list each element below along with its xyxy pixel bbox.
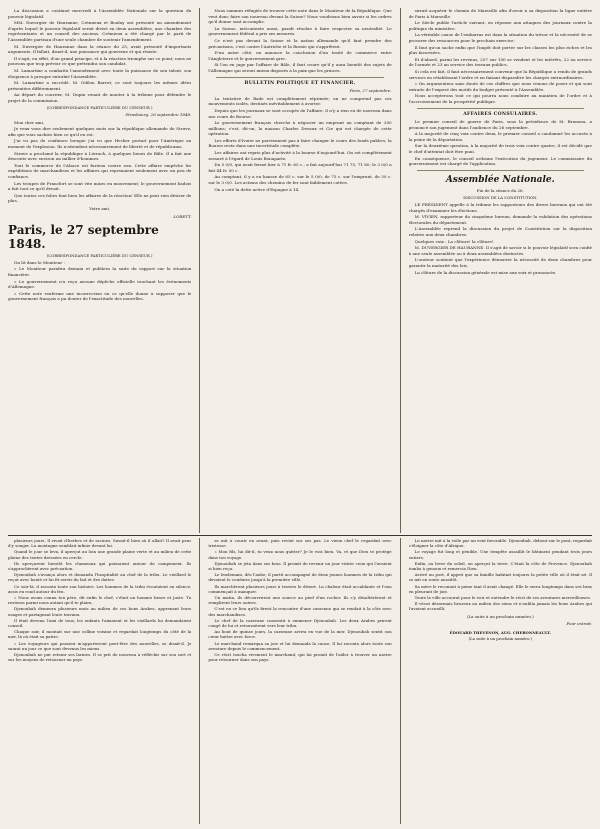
paragraph: Arrivé au port, il apprit que sa famille habitait toujours la petite ville où il était né. Il se mit en route aussitôt.: [408, 572, 592, 583]
column-1: [8, 8, 191, 533]
letter-place: Strasbourg, 26 septembre 1848.: [125, 112, 192, 118]
paragraph: Je veux vous dire seulement quelques mots sur la république allemande de Struve, afin que vous sachiez bien ce qu'il en est.: [8, 126, 192, 137]
paragraph: J'ai vu pas de confiance lorsque j'ai vu que Hecker portait pour l'Amérique au moment de l'explosion. Ils n'attendent nécessairement de liberté et de républicains.: [8, 138, 192, 150]
paragraph: Il faut qu'on sache enfin que l'impôt doit porter sur les classes les plus riches et les plus favorisées.: [408, 44, 592, 56]
paragraph: Les affaires ont repris plus d'activité à la bourse d'aujourd'hui. On est complètement rassuré à l'égard de Louis Bonaparte.: [208, 150, 392, 161]
paragraph: C'est en ce lieu qu'ils firent la rencontre d'une caravane qui se rendait à la côte avec des marchandises.: [208, 606, 392, 617]
assembly-title: Assemblée Nationale.: [445, 174, 555, 185]
dateline-headline: Paris, le 27 septembre 1848.: [8, 223, 159, 252]
paragraph: « Les voyageurs qui passent m'apporteront peut-être des nouvelles, se disait-il. Je saurai un jour ce que sont devenus les miens.: [8, 640, 192, 651]
feuilleton-rule: [8, 535, 592, 536]
paragraph: Nous accepterons tout ce qui pourra nous conduire au maintien de l'ordre et à l'accroissement de la prospérité publique.: [408, 93, 592, 104]
paragraph: Le lendemain, dès l'aube, il partit accompagné de deux jeunes hommes de la tribu qui devaient le conduire jusqu'à la première ville.: [208, 572, 392, 583]
paragraph: Un matin, ils découvrirent une source au pied d'un rocher. Ils s'y désaltérèrent et remplirent leurs outres.: [208, 595, 392, 606]
paragraph: La discussion a continué mercredi à l'Assemblée Nationale sur la question du pouvoir législatif.: [8, 8, 192, 19]
section-separator: [216, 77, 383, 78]
feuilleton-columns: [8, 538, 592, 824]
paragraph: « Mon fils, lui dit-il, tu veux nous quitter? Je le vois bien. Va, et que Dieu te protège dans ton voyage.: [208, 549, 392, 560]
continuation-note: (La suite à un prochain numéro.): [466, 613, 534, 619]
paragraph: « On argumentera sans doute de ces chiffres que nous venons de poser et qui sont extraits de l'exposé des motifs du budget présenté à l'Assemblée.: [408, 81, 592, 92]
paragraph: Au bout de quinze jours, la caravane arriva en vue de la mer. Djenoubah sentit son cœur battre avec force.: [208, 629, 392, 640]
paragraph: Si cela est fait, il faut nécessairement convenir que la République a rendu de grands services en rétablissant l'ordre et en faisant disparaître les charges extraordinaires.: [408, 68, 592, 80]
upper-columns: [8, 8, 592, 533]
paragraph: La véritable cause de l'embarras est dans la situation du trésor et la nécessité de se procurer des ressources pour le prochain exercice.: [408, 32, 592, 43]
column-divider: [199, 538, 200, 824]
assembly-note: DISCUSSION DE LA CONSTITUTION.: [463, 195, 538, 201]
printer-note: (La suite à un prochain numéro.): [468, 636, 532, 642]
extract-signature: Pour extrait:: [566, 620, 592, 626]
paragraph: Les efforts d'Ivoire ne parviennent pas à faire changer le cours des fonds publics; la Bourse reste dans une incertitude complète.: [208, 137, 392, 149]
paragraph: Ce soir-là, il raconta toute son histoire. Les hommes de la tribu écoutaient en silence, assis en rond autour du feu.: [8, 583, 192, 594]
paragraph: Struve a proclamé la république à Lörrach, à quelques lieues de Bâle. Il a fait une descente avec environ un millier d'hommes.: [8, 150, 192, 162]
section-separator: [417, 108, 584, 109]
paragraph: Djenoubah demeura plusieurs mois au milieu de ces bons Arabes, apprenant leurs usages et partageant leurs travaux.: [8, 606, 192, 617]
paragraph: Que toutes ces folies font bien les affaires de la réaction! Elle ne peut rien désirer de plus.: [8, 192, 192, 204]
paragraph: Le navire mit à la voile par un vent favorable. Djenoubah, debout sur le pont, regardait s'éloigner la côte d'Afrique.: [408, 538, 592, 549]
affairs-heading: AFFAIRES CONSULAIRES.: [463, 111, 538, 117]
paragraph: En conséquence, le conseil ordonne l'exécution du jugement. Le commissaire du gouvernement est chargé de l'application.: [408, 155, 592, 167]
paragraph: Depuis que les journaux se sont occupés de l'affaire, il n'y a rien eu de nouveau dans nos cours de Bourse.: [208, 107, 392, 119]
letter-opening: Mon cher ami,: [14, 119, 45, 125]
paragraph: Tout le commerce de l'Alsace est furieux contre eux. Cette affaire empêche les expéditions de marchandises et les affaires qui reprenaient seulement avec un peu de confiance.: [8, 162, 192, 180]
paragraph: Sur la deuxième question, à la majorité de trois voix contre quatre, il est décidé que le chef d'attentat doit être puni.: [408, 143, 592, 155]
paragraph: LE PRÉSIDENT appelle à la tribune les rapporteurs des divers bureaux qui ont été chargés d'examiner les élections.: [408, 202, 592, 213]
paragraph: Ce n'est pas devant la Suisse et la nation allemande qu'il faut prendre des précautions, c'est contre l'Autriche et la Russie qui s'apprêtent.: [208, 37, 392, 49]
column-divider: [400, 8, 401, 533]
paragraph: Le gouvernement français cherche à négocier un emprunt au comptant de 300 millions; c'est, dit-on, la maison Charles Devaux et Cie qui est chargée de cette opération.: [208, 120, 392, 137]
paragraph: Djenoubah se jeta dans ses bras. Il promit de revenir un jour visiter ceux qui l'avaient si bien reçu.: [208, 560, 392, 572]
assembly-subtitle: Fin de la séance du 26.: [476, 187, 524, 193]
paragraph: MM. Duvergier de Hauranne, Crémieux et Boulay ont présenté un amendement d'après lequel le pouvoir législatif serait divisé en deux assemblées, une chambre des représentants et un conseil des anciens. Crémieux a été chargé par le parti de l'Assemblée partisan d'une seule chambre de soutenir l'amendement.: [8, 20, 192, 42]
paragraph: Toute la ville accourut pour le voir et entendre le récit de ses aventures merveilleuses.: [414, 595, 591, 601]
paragraph: M. Duvergier de Hauranne dans la séance du 25, avait présenté d'importants arguments. Il fallait, disait-il, une puissance qui gouverne et qui résiste.: [8, 43, 192, 55]
paragraph: Et d'abord, parmi les revenus, 257 sur 100 se vendent et les intérêts, 22 au service de l'armée et 23 au service des travaux publics.: [408, 56, 592, 68]
paragraph: M. DUVERGIER DE HAURANNE. Il s'agit de savoir si le pouvoir législatif sera confié à une seule assemblée ou à deux assemblées distinctes.: [408, 245, 592, 256]
column-2: [208, 8, 391, 533]
paragraph: L'orateur soutient que l'expérience démontre la nécessité de deux chambres pour garantir la maturité des lois.: [408, 257, 592, 268]
letter-closing: Votre ami,: [89, 206, 111, 211]
paragraph: plusieurs jours. Il vivait d'herbes et de racines. Savait-il bien où il allait? Il avait peur d'y songer. La montagne semblait infinie devant lui.: [8, 538, 192, 549]
paragraph: Sa mère le reconnut à peine tant il avait changé. Elle le serra longtemps dans ses bras en pleurant de joie.: [408, 583, 592, 594]
paragraph: Nous sommes réfugiés de trouver cette note dans le Moniteur de la République. Que veut donc faire son nouveau devant la Suisse? Nous voudrions bien savoir si les ordres qu'il donne sont accomplis.: [208, 8, 392, 25]
paragraph: Ils marchèrent plusieurs jours à travers le désert. La chaleur était accablante et l'eau commençait à manquer.: [208, 583, 392, 594]
letter-heading: (CORRESPONDANCE PARTICULIÈRE DU CENSEUR.): [46, 104, 153, 110]
paragraph: Ils aperçurent bientôt les chameaux qui paissaient autour du campement. Ils s'approchèrent avec précaution.: [8, 560, 192, 572]
paragraph: La clôture de la discussion générale est mise aux voix et prononcée.: [414, 269, 557, 275]
paragraph: Quelques voix : La clôture! la clôture!: [414, 238, 494, 244]
paragraph: On a coté la dette active d'Espagne à 14.: [214, 186, 300, 192]
col1-paragraphs: [8, 8, 191, 104]
paragraph: Si l'on en juge par l'affaire de Bâle, il faut croire qu'il y aura bientôt des sujets de l'Allemagne qui seront mieux disposés à la paix que les princes.: [208, 62, 392, 73]
paragraph: A la majorité de cinq voix contre deux, le premier conseil a condamné les accusés à la peine de la déportation.: [408, 131, 592, 142]
printer-line: ÉDOUARD THEVENON, AUG. CHERONNEAULT.: [449, 630, 551, 636]
bulletin-date: Paris, 27 septembre.: [349, 88, 392, 94]
paragraph: se mit à courir en avant, puis revint sur ses pas. Le vieux chef le regardait avec tristesse.: [208, 538, 392, 549]
paragraph: Du 5 0/0, qui avait fermé hier à 71 fr. 65 c., a fait aujourd'hui 71 75, 71 80; le 3 0/0 a fait 44 fr. 50 c.: [208, 162, 392, 173]
paragraph: « Nous avons connu ton père, dit enfin le chef, c'était un homme brave et juste. Tu resteras parmi nous autant qu'il te plaira.: [8, 595, 192, 606]
paragraph: La tentative de Bade est complètement réprimée; on ne comprend pas ces mouvements isolés, destinés inévitablement à avorter.: [208, 95, 392, 107]
column-3: [409, 8, 592, 533]
paragraph: Djenoubah ne put retenir ses larmes. Il se prit de nouveau à réfléchir sur son sort et sur les moyens de retourner au pays.: [8, 652, 192, 663]
paragraph: Djenoubah s'avança alors et demanda l'hospitalité au chef de la tribu. Le vieillard le reçut avec bonté et lui fit servir du lait et des dattes.: [8, 572, 192, 583]
column-divider: [199, 8, 200, 533]
paragraph: Le voyage fut long et pénible. Une tempête assaillit le bâtiment pendant trois jours entiers.: [408, 549, 592, 560]
paragraph: Chaque soir, il montait sur une colline voisine et regardait longtemps du côté de la mer, là où était sa patrie.: [8, 629, 192, 640]
paragraph: Il s'agit, en effet, d'un grand principe, et à la réaction triomphe sur ce point, nous ne pouvons que trop prévoir ce que prétendra son candidat.: [8, 55, 192, 67]
dispatch-intro: On lit dans le Moniteur :: [14, 259, 65, 265]
paragraph: Les troupes de Francfort se sont vite mises en mouvement; le gouvernement badois a fait tout ce qu'il devait.: [8, 180, 192, 192]
section-separator: [417, 170, 584, 171]
paragraph: Le marchand remarqua sa joie et lui demanda la cause. Il lui raconta alors toute son aventure depuis le commencement.: [208, 640, 392, 651]
paragraph: Le Siècle publie l'article suivant, en réponse aux attaques des journaux contre la politique du ministère.: [408, 20, 592, 31]
feuilleton-column-2: [208, 538, 391, 824]
paragraph: Ce récit toucha vivement le marchand, qui lui promit de l'aider à trouver un navire pour retourner dans son pays.: [208, 652, 392, 663]
paragraph: L'Assemblée reprend la discussion du projet de Constitution sur la disposition relative aux deux chambres.: [408, 226, 592, 237]
paragraph: « Cette note renferme une incorrection en ce qu'elle donne à supposer que le gouvernement français a pu douter de l'exactitude des nouvelles.: [8, 290, 192, 302]
paragraph: Le premier conseil de guerre de Paris, sous la présidence de M. Bruneau, a prononcé son jugement dans l'audience du 26 septembre.: [408, 119, 592, 130]
paragraph: « Le gouvernement n'a reçu aucune dépêche officielle touchant les événements d'Allemagne.: [8, 278, 192, 290]
paragraph: La Suisse, mécontente aussi, paraît résolue à faire respecter sa neutralité. Le gouvernement fédéral a pris ses mesures.: [208, 25, 392, 37]
feuilleton-column-3: [409, 538, 592, 824]
paragraph: M. VIVIEN, rapporteur du cinquième bureau, demande la validation des opérations électorales du département.: [408, 214, 592, 225]
feuilleton-column-1: [8, 538, 191, 824]
letter-signature: LORETT.: [173, 213, 192, 219]
paragraph: Au départ du courrier, M. Dupin venait de monter à la tribune pour défendre le projet de la commission.: [8, 92, 192, 103]
column-divider: [400, 538, 401, 824]
paragraph: Il était devenu l'ami de tous; les enfants l'aimaient et les vieillards lui demandaient conseil.: [8, 617, 192, 629]
paragraph: Au comptant, il y a eu hausse de 65 c. sur le 5 0/0, de 75 c. sur l'emprunt, de 30 c. sur le 3 0/0. Les actions des chemins de fer sont faiblement cotées.: [208, 174, 392, 186]
paragraph: Le chef de la caravane consentit à emmener Djenoubah. Les deux Arabes prirent congé de lui et retournèrent vers leur tribu.: [208, 617, 392, 629]
paragraph: Quand le jour se leva, il aperçut au loin une grande plaine verte et au milieu de cette plaine des tentes dressées en cercle.: [8, 549, 192, 560]
paragraph: Il vécut désormais heureux au milieu des siens et n'oublia jamais les bons Arabes qui l'avaient accueilli.: [408, 601, 592, 612]
paragraph: M. Lamartine a succédé. M. Odilon Barrot; ce sont toujours les mêmes idées présentées différemment.: [8, 80, 192, 91]
paragraph: M. Lamartine a combattu l'amendement avec toute la puissance de son talent, son éloquence à presque entraîné l'Assemblée.: [8, 67, 192, 79]
bulletin-heading: BULLETIN POLITIQUE ET FINANCIER.: [244, 80, 356, 86]
paragraph: « Le Moniteur paraîtra demain et publiera la suite du rapport sur la situation financière.: [8, 266, 192, 277]
paragraph: sirrait acquérir le chemin de Marseille afin d'avoir à sa disposition la ligne entière de Paris à Marseille.: [408, 8, 592, 19]
headline-note: (CORRESPONDANCE PARTICULIÈRE DU CENSEUR.): [46, 253, 153, 259]
paragraph: Enfin, au lever du soleil, on aperçut la terre. C'était la côte de Provence. Djenoubah tomba à genoux et remercia Dieu.: [408, 560, 592, 572]
paragraph: D'un autre côté, on annonce la conclusion d'un traité de commerce entre l'Angleterre et le gouvernement grec.: [208, 50, 392, 61]
